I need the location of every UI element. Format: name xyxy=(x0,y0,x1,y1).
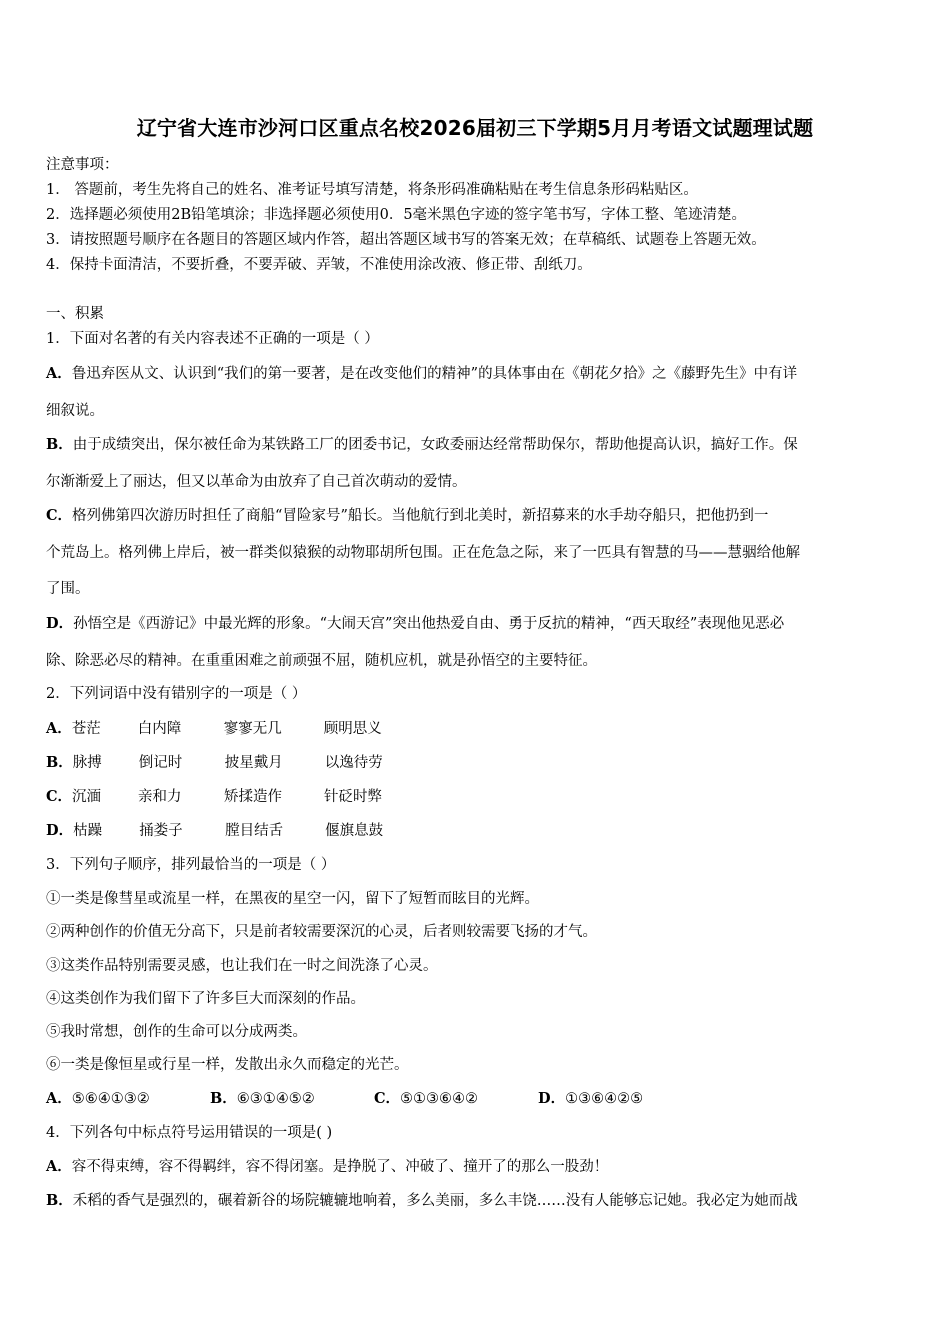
question-2-stem: 2．下列词语中没有错别字的一项是（ ） xyxy=(46,686,307,702)
option-text: ⑥③①④⑤② xyxy=(236,1091,315,1107)
option-label: C． xyxy=(374,1090,401,1107)
option-text: ⑤①③⑥④② xyxy=(400,1091,479,1107)
option-label: B． xyxy=(46,436,73,453)
option-text: 容不得束缚，容不得羁绊，容不得闭塞。是挣脱了、冲破了、撞开了的那么一股劲！ xyxy=(71,1159,609,1175)
option-label: A． xyxy=(46,1090,72,1107)
option-label: D． xyxy=(46,822,74,839)
question-1-option-d xyxy=(46,612,784,633)
option-label: A． xyxy=(46,365,72,382)
option-text-continued: 除、除恶必尽的精神。在重重困难之前顽强不屈，随机应机，就是孙悟空的主要特征。 xyxy=(46,653,597,669)
option-label: B． xyxy=(210,1090,237,1107)
question-3-stem: 3．下列句子顺序，排列最恰当的一项是（ ） xyxy=(46,857,336,873)
question-4-stem: 4．下列各句中标点符号运用错误的一项是( ) xyxy=(46,1125,333,1141)
option-text: ⑤⑥④①③② xyxy=(71,1091,150,1107)
question-2-option-c xyxy=(46,785,382,806)
question-2-option-d xyxy=(46,819,383,840)
notice-item: 1． 答题前，考生先将自己的姓名、准考证号填写清楚，将条形码准确粘贴在考生信息条形码粘贴区。 xyxy=(46,182,698,198)
question-4-option-b xyxy=(46,1189,798,1210)
question-1-option-c xyxy=(46,504,768,525)
question-2-option-a xyxy=(46,717,382,738)
sentence: ③这类作品特别需要灵感，也让我们在一时之间洗涤了心灵。 xyxy=(46,958,438,974)
question-1-option-a xyxy=(46,362,797,383)
option-text: 由于成绩突出，保尔被任命为某铁路工厂的团委书记，女政委丽达经常帮助保尔，帮助他提高认识，搞好工作。保 xyxy=(72,437,798,453)
word: 脉搏 xyxy=(72,755,102,771)
page-title: 辽宁省大连市沙河口区重点名校2026届初三下学期5月月考语文试题理试题 xyxy=(136,116,814,140)
word: 披星戴月 xyxy=(224,755,283,771)
word: 针砭时弊 xyxy=(324,789,383,805)
option-label: B． xyxy=(46,754,73,771)
option-label: B． xyxy=(46,1192,73,1209)
option-text: 鲁迅弃医从文、认识到“我们的第一要著，是在改变他们的精神”的具体事由在《朝花夕拾》之《藤野先生》中有详 xyxy=(71,366,798,382)
question-3-options xyxy=(46,1087,643,1108)
notice-item: 3．请按照题号顺序在各题目的答题区域内作答，超出答题区域书写的答案无效；在草稿纸、试题卷上答题无效。 xyxy=(46,232,766,248)
word: 顾明思义 xyxy=(323,721,382,737)
word: 白内障 xyxy=(137,721,182,737)
word: 寥寥无几 xyxy=(223,721,282,737)
word: 苍茫 xyxy=(71,721,101,737)
notice-heading: 注意事项： xyxy=(46,157,119,173)
word: 枯躁 xyxy=(73,823,103,839)
question-1-stem: 1．下面对名著的有关内容表述不正确的一项是（ ） xyxy=(46,331,379,347)
word: 捅娄子 xyxy=(139,823,183,839)
option-text-continued: 尔渐渐爱上了丽达，但又以革命为由放弃了自己首次萌动的爱情。 xyxy=(46,474,467,490)
word: 矫揉造作 xyxy=(224,789,283,805)
sentence: ④这类创作为我们留下了许多巨大而深刻的作品。 xyxy=(46,991,365,1007)
option-text-continued: 细叙说。 xyxy=(46,403,104,419)
word: 膛目结舌 xyxy=(225,823,284,839)
option-label: C． xyxy=(46,788,73,805)
word: 倒记时 xyxy=(138,755,183,771)
notice-item: 2．选择题必须使用2B铅笔填涂；非选择题必须使用0．5毫米黑色字迹的签字笔书写，字体工整、笔迹清楚。 xyxy=(46,207,747,223)
question-3-option-b xyxy=(210,1087,374,1108)
word: 以逸待劳 xyxy=(324,755,383,771)
sentence: ①一类是像彗星或流星一样，在黑夜的星空一闪，留下了短暂而眩目的光辉。 xyxy=(46,891,539,907)
question-3-option-a xyxy=(46,1087,210,1108)
notice-item: 4．保持卡面清洁，不要折叠，不要弄破、弄皱，不准使用涂改液、修正带、刮纸刀。 xyxy=(46,257,592,273)
sentence: ②两种创作的价值无分高下，只是前者较需要深沉的心灵，后者则较需要飞扬的才气。 xyxy=(46,924,597,940)
question-1-option-b xyxy=(46,433,798,454)
sentence: ⑤我时常想，创作的生命可以分成两类。 xyxy=(46,1024,307,1040)
option-text: 禾稻的香气是强烈的，碾着新谷的场院辘辘地响着，多么美丽，多么丰饶……没有人能够忘记她。我必定为她而战 xyxy=(72,1193,798,1209)
option-text-continued: 了围。 xyxy=(46,581,90,597)
sentence: ⑥一类是像恒星或行星一样，发散出永久而稳定的光芒。 xyxy=(46,1057,409,1073)
word: 沉湎 xyxy=(72,789,102,805)
option-text: 孙悟空是《西游记》中最光辉的形象。“大闹天宫”突出他热爱自由、勇于反抗的精神，“西天取经”表现他见恶必 xyxy=(73,616,785,632)
option-text-continued: 个荒岛上。格列佛上岸后，被一群类似猿猴的动物耶胡所包围。正在危急之际，来了一匹具有智慧的马——慧骃给他解 xyxy=(46,545,800,561)
word: 偃旗息鼓 xyxy=(325,823,384,839)
option-label: D． xyxy=(46,615,74,632)
question-2-option-b xyxy=(46,751,383,772)
word: 亲和力 xyxy=(138,789,182,805)
option-label: D． xyxy=(538,1090,566,1107)
option-label: C． xyxy=(46,507,73,524)
option-text: ①③⑥④②⑤ xyxy=(565,1091,644,1107)
option-label: A． xyxy=(46,1158,72,1175)
question-3-option-d xyxy=(538,1087,643,1108)
question-3-option-c xyxy=(374,1087,538,1108)
option-text: 格列佛第四次游历时担任了商船“冒险家号”船长。当他航行到北美时，新招募来的水手劫夺船只，把他扔到一 xyxy=(72,508,769,524)
question-4-option-a xyxy=(46,1155,608,1176)
option-label: A． xyxy=(46,720,72,737)
section-heading: 一、积累 xyxy=(46,306,104,322)
